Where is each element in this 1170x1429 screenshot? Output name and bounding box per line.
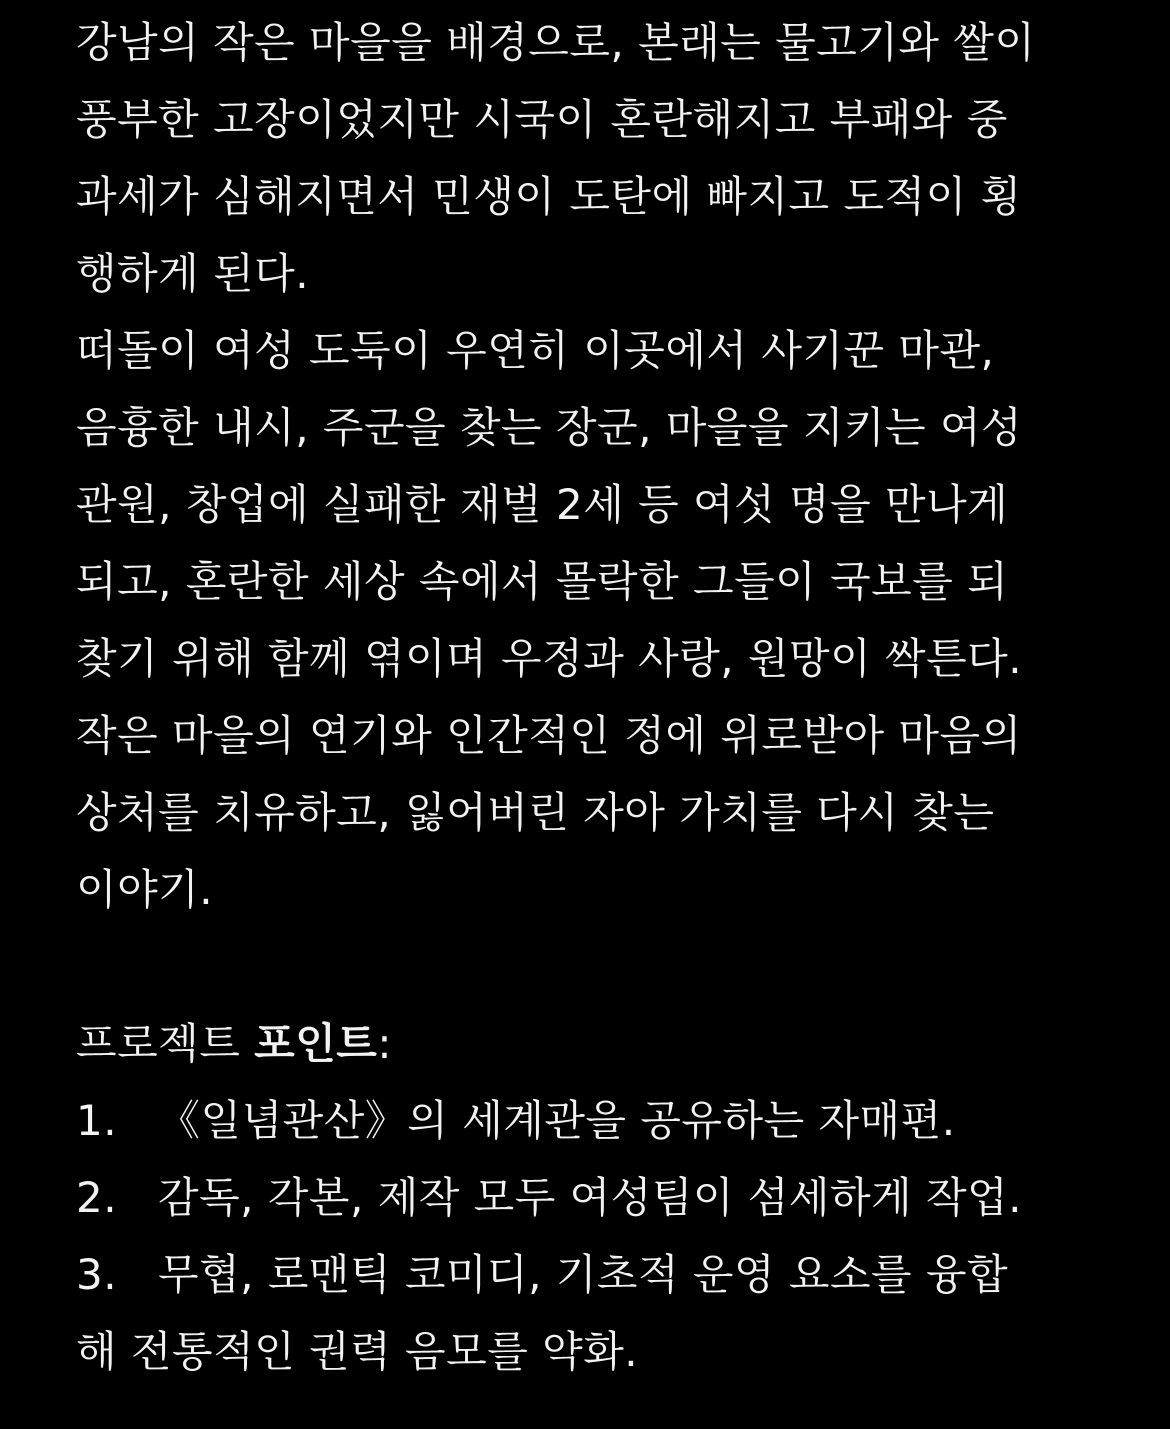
list-item-text: 무협, 로맨틱 코미디, 기초적 운영 요소를 융합	[158, 1250, 1009, 1299]
points-list	[76, 1082, 1106, 1390]
text-line: 과세가 심해지면서 민생이 도탄에 빠지고 도적이 횡	[76, 172, 1022, 221]
text-line: 관원, 창업에 실패한 재벌 2세 등 여섯 명을 만나게	[76, 480, 1009, 529]
text-line: 떠돌이 여성 도둑이 우연히 이곳에서 사기꾼 마관,	[76, 326, 995, 375]
synopsis-paragraph	[76, 4, 1106, 928]
list-item-text: 《일념관산》의 세계관을 공유하는 자매편.	[158, 1096, 956, 1145]
project-points-heading	[76, 1005, 1106, 1082]
document-body	[76, 4, 1106, 1390]
list-item	[76, 1236, 1106, 1313]
text-line: 작은 마을의 연기와 인간적인 정에 위로받아 마음의	[76, 711, 1022, 760]
list-item-number: 3.	[76, 1250, 118, 1299]
list-item	[76, 1159, 1106, 1236]
list-item	[76, 1082, 1106, 1159]
text-line: 풍부한 고장이었지만 시국이 혼란해지고 부패와 중	[76, 95, 1008, 144]
text-line: 상처를 치유하고, 잃어버린 자아 가치를 다시 찾는	[76, 788, 995, 837]
heading-prefix: 프로젝트	[76, 1019, 255, 1068]
text-line: 음흉한 내시, 주군을 찾는 장군, 마을을 지키는 여성	[76, 403, 1023, 452]
text-line: 찾기 위해 함께 엮이며 우정과 사랑, 원망이 싹튼다.	[76, 634, 1023, 683]
text-line: 강남의 작은 마을을 배경으로, 본래는 물고기와 쌀이	[76, 18, 1036, 67]
heading-suffix: :	[377, 1019, 393, 1068]
list-item-number: 1.	[76, 1096, 118, 1145]
list-item-continuation: 해 전통적인 권력 음모를 약화.	[76, 1327, 639, 1376]
blank-line	[76, 928, 1106, 1005]
text-line: 이야기.	[76, 865, 214, 914]
text-line: 행하게 된다.	[76, 249, 310, 298]
text-line: 되고, 혼란한 세상 속에서 몰락한 그들이 국보를 되	[76, 557, 1009, 606]
heading-bold: 포인트	[254, 1019, 378, 1068]
list-item-number: 2.	[76, 1173, 118, 1222]
list-item-text: 감독, 각본, 제작 모두 여성팀이 섬세하게 작업.	[158, 1173, 1022, 1222]
